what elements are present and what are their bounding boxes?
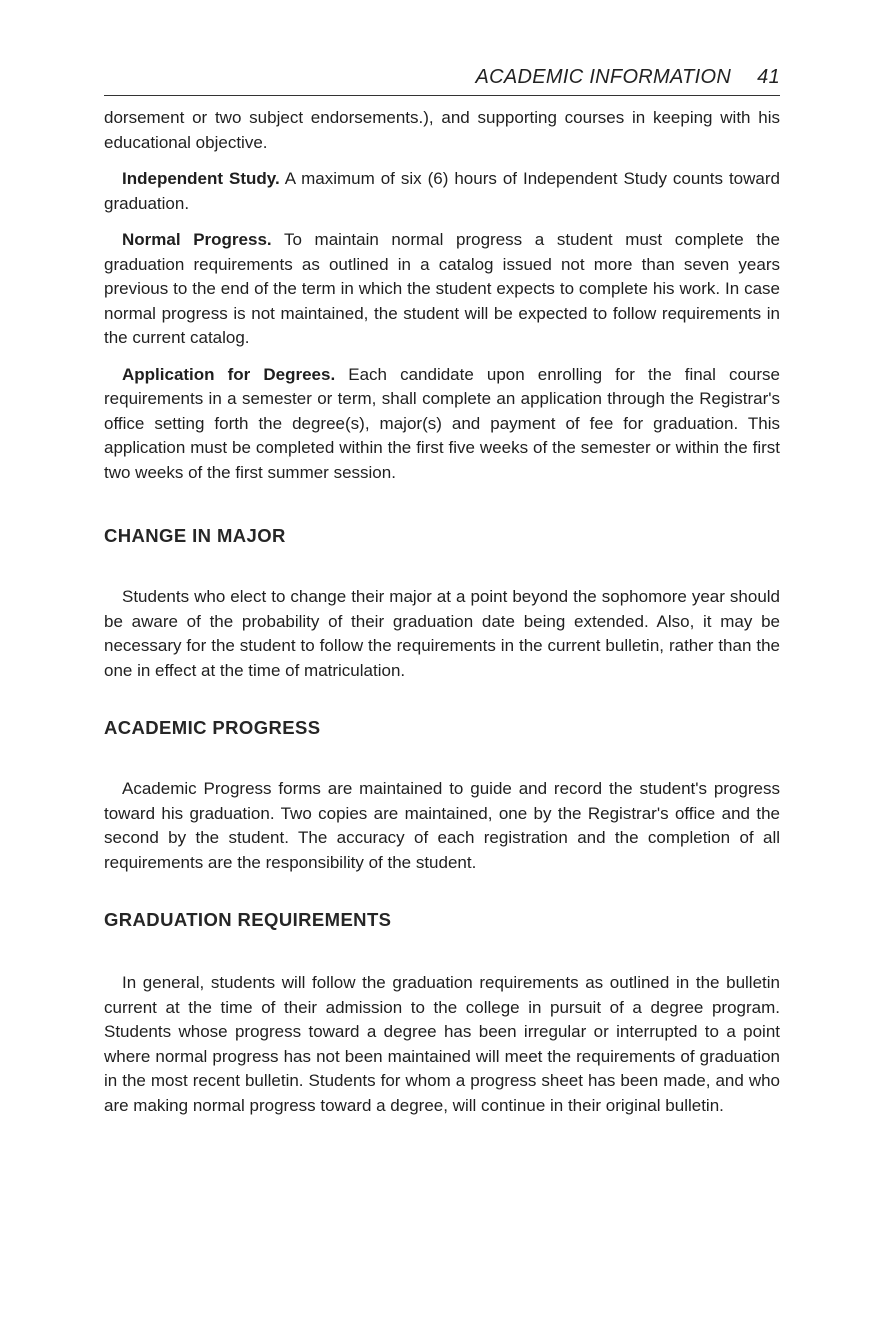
- independent-study-heading: Independent Study.: [122, 169, 280, 188]
- application-for-degrees-paragraph: [104, 363, 780, 486]
- section-change-in-major: [104, 525, 780, 683]
- academic-progress-paragraph: Academic Progress forms are maintained to guide and record the student's progress toward his graduation. Two copies are maintained, one by the Registrar's office and the second by the student. The accuracy of each registration and the completion of all requirements are the responsibility of the student.: [104, 779, 780, 872]
- graduation-requirements-heading: GRADUATION REQUIREMENTS: [104, 909, 392, 930]
- application-for-degrees-heading: Application for Degrees.: [122, 364, 336, 384]
- normal-progress-text: To maintain normal progress a student must complete the graduation requirements as outlined in a catalog issued not more than seven years previous to the end of the term in which the student expects to complete his work. In case normal progress is not maintained, the student will be expected to follow requirements in the current catalog.: [104, 230, 780, 347]
- application-for-degrees-text: Each candidate upon enrolling for the final course requirements in a semester or term, shall complete an application through the Registrar's office setting forth the degree(s), major(s) and payment of fee for graduation. This application must be completed within the first five weeks of the semester or within the first two weeks of the first summer session.: [104, 364, 781, 482]
- graduation-requirements-paragraph: In general, students will follow the graduation requirements as outlined in the bulletin current at the time of their admission to the college in pursuit of a degree program. Students whose progress toward a degree has been irregular or interrupted to a point where normal progress has not been maintained will meet the requirements of graduation in the most recent bulletin. Students for whom a progress sheet has been made, and who are making normal progress toward a degree, will continue in their original bulletin.: [104, 973, 780, 1115]
- independent-study-paragraph: [104, 167, 780, 216]
- document-page: [104, 66, 780, 1118]
- independent-study-text: A maximum of six (6) hours of Independent Study counts toward graduation.: [104, 169, 780, 213]
- normal-progress-paragraph: [104, 228, 780, 351]
- section-graduation-requirements: [104, 909, 780, 1118]
- change-in-major-paragraph: Students who elect to change their major at a point beyond the sophomore year should be aware of the probability of their graduation date being extended. Also, it may be necessary for the student to follow the requirements in the current bulletin, rather than the one in effect at the time of matriculation.: [104, 587, 780, 680]
- academic-progress-heading: ACADEMIC PROGRESS: [104, 717, 321, 738]
- normal-progress-heading: Normal Progress.: [122, 230, 272, 249]
- page-number: 41: [757, 66, 780, 88]
- running-header: [104, 66, 780, 96]
- section-academic-progress: [104, 717, 780, 875]
- continuation-paragraph: dorsement or two subject endorsements.), and supporting courses in keeping with his educational objective.: [104, 108, 780, 152]
- header-title: ACADEMIC INFORMATION: [475, 66, 732, 88]
- change-in-major-heading: CHANGE IN MAJOR: [104, 525, 286, 546]
